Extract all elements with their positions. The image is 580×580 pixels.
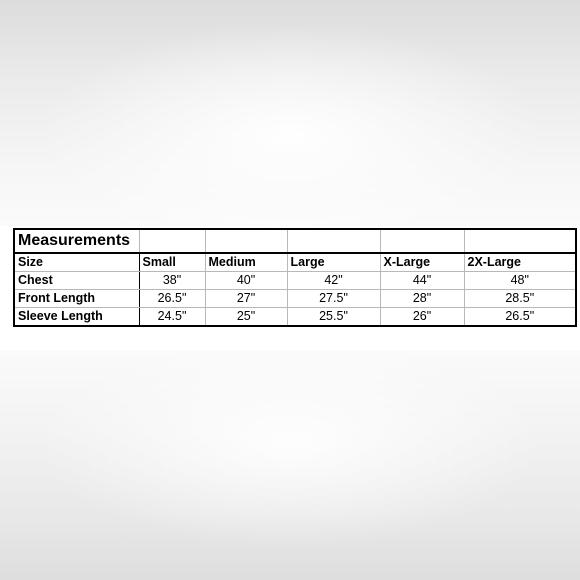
table-row — [14, 308, 576, 327]
table-title: Measurements — [14, 229, 139, 253]
empty-cell — [464, 229, 576, 253]
measurement-cell: 25.5" — [287, 308, 380, 327]
table-row — [14, 272, 576, 290]
measurement-cell: 48" — [464, 272, 576, 290]
measurement-cell: 40" — [205, 272, 287, 290]
size-column-header: Medium — [205, 253, 287, 272]
empty-cell — [205, 229, 287, 253]
row-label: Sleeve Length — [14, 308, 139, 327]
measurement-cell: 42" — [287, 272, 380, 290]
measurement-cell: 26.5" — [139, 290, 205, 308]
measurements-table — [13, 228, 577, 327]
empty-cell — [287, 229, 380, 253]
measurement-cell: 25" — [205, 308, 287, 327]
row-label: Front Length — [14, 290, 139, 308]
measurement-cell: 28" — [380, 290, 464, 308]
measurement-cell: 26" — [380, 308, 464, 327]
table-header-row — [14, 253, 576, 272]
size-column-header: X-Large — [380, 253, 464, 272]
measurement-cell: 27.5" — [287, 290, 380, 308]
measurement-cell: 44" — [380, 272, 464, 290]
size-column-header: 2X-Large — [464, 253, 576, 272]
measurement-cell: 27" — [205, 290, 287, 308]
background-bottom — [0, 350, 580, 580]
size-header: Size — [14, 253, 139, 272]
measurement-cell: 38" — [139, 272, 205, 290]
measurement-cell: 28.5" — [464, 290, 576, 308]
size-column-header: Large — [287, 253, 380, 272]
measurement-cell: 24.5" — [139, 308, 205, 327]
measurements-table-container — [13, 228, 575, 327]
size-column-header: Small — [139, 253, 205, 272]
background-top — [0, 0, 580, 226]
empty-cell — [380, 229, 464, 253]
table-title-row — [14, 229, 576, 253]
row-label: Chest — [14, 272, 139, 290]
empty-cell — [139, 229, 205, 253]
measurement-cell: 26.5" — [464, 308, 576, 327]
table-row — [14, 290, 576, 308]
